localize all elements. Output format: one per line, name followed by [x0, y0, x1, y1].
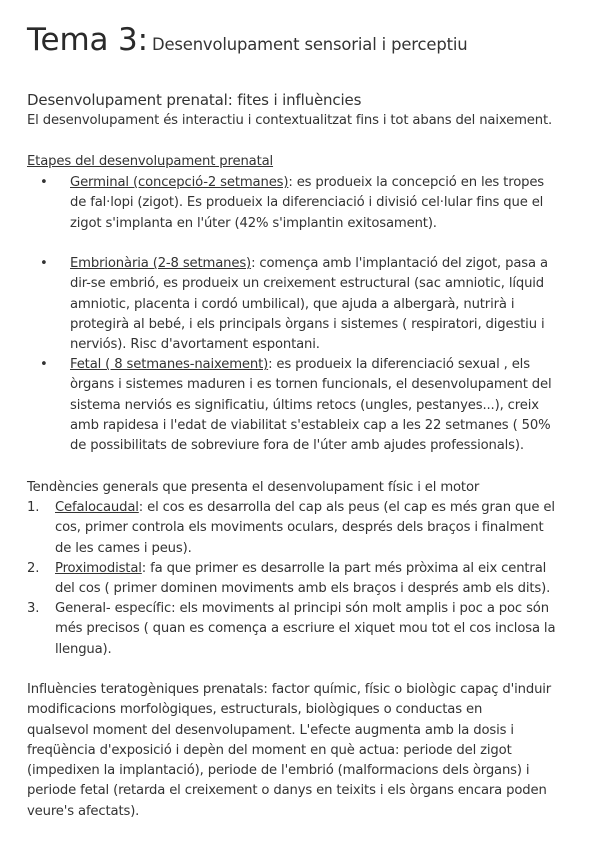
tendencies-heading: Tendències generals que presenta el desenvolupament físic i el motor — [27, 480, 480, 495]
stages-heading: Etapes del desenvolupament prenatal — [27, 154, 274, 169]
stage-germinal: Germinal (concepció-2 setmanes): es produeix la concepció en les tropes de fal·lopi (zigot). Es produeix la diferenciació i divisió cel·lular fins que el zigot s'implanta en l'úter (42% s'implantin exitosament). — [70, 175, 545, 231]
stage-term: Embrionària (2-8 setmanes) — [70, 256, 252, 271]
bullet-marker: • — [40, 256, 48, 271]
teratogenic-influences-paragraph: Influències teratogèniques prenatals: factor químic, físic o biològic capaç d'induir modificacions morfològiques, estructurals, biològiques o conductas en qualsevol moment del desenvolupament. L'efecte augmenta amb la dosis i freqüència d'exposició i depèn del moment en què actua: periode del zigot (impedixen la implantació), periode de l'embrió (malformacions dels òrgans) i periode fetal (retarda el creixement o danys en teixits i els òrgans encara poden veure's afectats). — [27, 682, 552, 819]
bullet-marker: • — [40, 357, 48, 372]
tendency-general-especific: General- específic: els moviments al principi són molt amplis i poc a poc són més precisos ( quan es comença a escriure el xiquet mou tot el cos inclosa la llengua). — [55, 601, 556, 657]
page-title — [27, 20, 468, 60]
stage-embrionaria: Embrionària (2-8 setmanes): comença amb l'implantació del zigot, pasa a dir-se embrió, es produeix un creixement estructural (sac amniotic, líquid amniotic, placenta i cordó umbilical), que ajuda a albergarà, nutrirà i protegirà al bebé, i els principals òrgans i sistemes ( respiratori, digestiu i nerviós). Risc d'avortament espontani. — [70, 256, 548, 353]
tendency-proximodistal: Proximodistal: fa que primer es desarrolle la part més pròxima al eix central del cos ( primer dominen moviments amb els braços i després amb els dits). — [55, 561, 551, 597]
stage-term: Fetal ( 8 setmanes-naixement) — [70, 357, 269, 372]
bullet-marker: • — [40, 175, 48, 190]
tendency-term: Cefalocaudal — [55, 500, 139, 515]
prenatal-intro: El desenvolupament és interactiu i contextualitzat fins i tot abans del naixement. — [27, 113, 553, 128]
tendency-cefalocaudal: Cefalocaudal: el cos es desarrolla del cap als peus (el cap es més gran que el cos, primer controla els moviments oculars, després dels braços i finalment de les cames i peus). — [55, 500, 555, 556]
list-number: 3. — [27, 601, 40, 616]
list-number: 1. — [27, 500, 40, 515]
stage-term: Germinal (concepció-2 setmanes) — [70, 175, 289, 190]
prenatal-heading: Desenvolupament prenatal: fites i influències — [27, 91, 362, 109]
list-number: 2. — [27, 561, 40, 576]
stage-fetal: Fetal ( 8 setmanes-naixement): es produeix la diferenciació sexual , els òrgans i sistemes maduren i es tornen funcionals, el desenvolupament del sistema nerviós es significatiu, últims retocs (ungles, pestanyes...), creix amb rapidesa i l'edat de viabilitat s'estableix cap a les 22 setmanes ( 50% de possibilitats de sobreviure fora de l'úter amb ajudes professionals). — [70, 357, 552, 454]
tendency-term: Proximodistal — [55, 561, 142, 576]
title-subtitle: Desenvolupament sensorial i perceptiu — [151, 35, 468, 54]
title-main: Tema 3: — [27, 22, 148, 58]
